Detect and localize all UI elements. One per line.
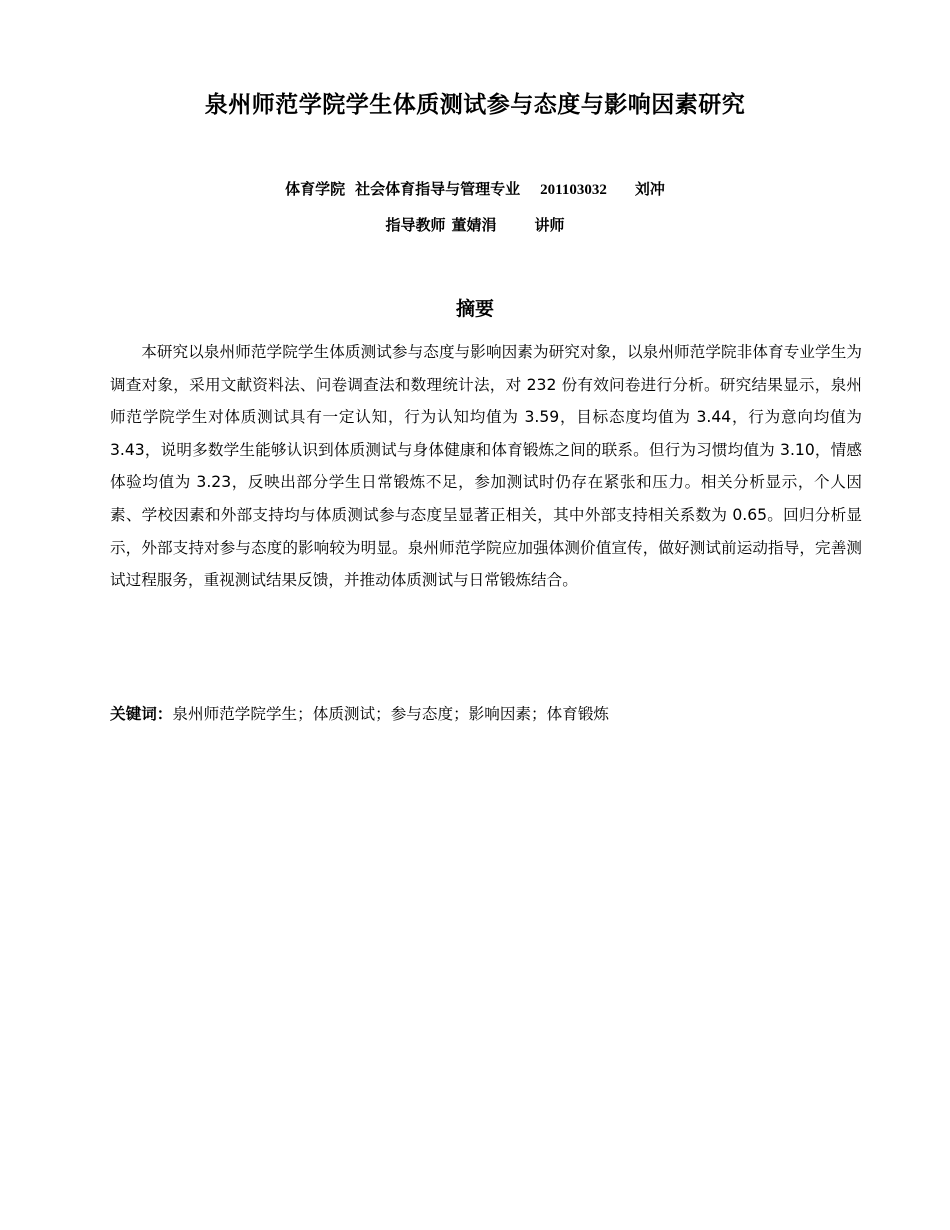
student-id: 201103032: [540, 182, 607, 198]
advisor-title: 讲师: [534, 216, 565, 234]
keywords-label: 关键词：: [110, 705, 173, 723]
paper-title: 泉州师范学院学生体质测试参与态度与影响因素研究: [204, 92, 746, 118]
keywords-text: 泉州师范学院学生；体质测试；参与态度；影响因素；体育锻炼: [172, 705, 610, 723]
advisor-name: 董婧涓: [451, 216, 497, 234]
advisor-info-line: [0, 214, 950, 235]
student-name: 刘冲: [634, 180, 665, 198]
keywords-line: [110, 700, 862, 728]
college-name: 体育学院: [285, 180, 346, 198]
major-name: 社会体育指导与管理专业: [355, 180, 521, 198]
abstract-body: 本研究以泉州师范学院学生体质测试参与态度与影响因素为研究对象，以泉州师范学院非体育专业学生为调查对象，采用文献资料法、问卷调查法和数理统计法，对 232 份有效问卷进行分析。研究结果显示，泉州师范学院学生对体质测试具有一定认知，行为认知均值为 3.59，目标态度均值为 3.44，行为意向均值为 3.43，说明多数学生能够认识到体质测试与身体健康和体育锻炼之间的联系。但行为习惯均值为 3.10，情感体验均值为 3.23，反映出部分学生日常锻炼不足，参加测试时仍存在紧张和压力。相关分析显示，个人因素、学校因素和外部支持均与体质测试参与态度呈显著正相关，其中外部支持相关系数为 0.65。回归分析显示，外部支持对参与态度的影响较为明显。泉州师范学院应加强体测价值宣传，做好测试前运动指导，完善测试过程服务，重视测试结果反馈，并推动体质测试与日常锻炼结合。: [110, 343, 862, 590]
author-info-line: [0, 178, 950, 199]
advisor-label: 指导教师: [385, 216, 446, 234]
abstract-heading: 摘要: [455, 298, 494, 320]
